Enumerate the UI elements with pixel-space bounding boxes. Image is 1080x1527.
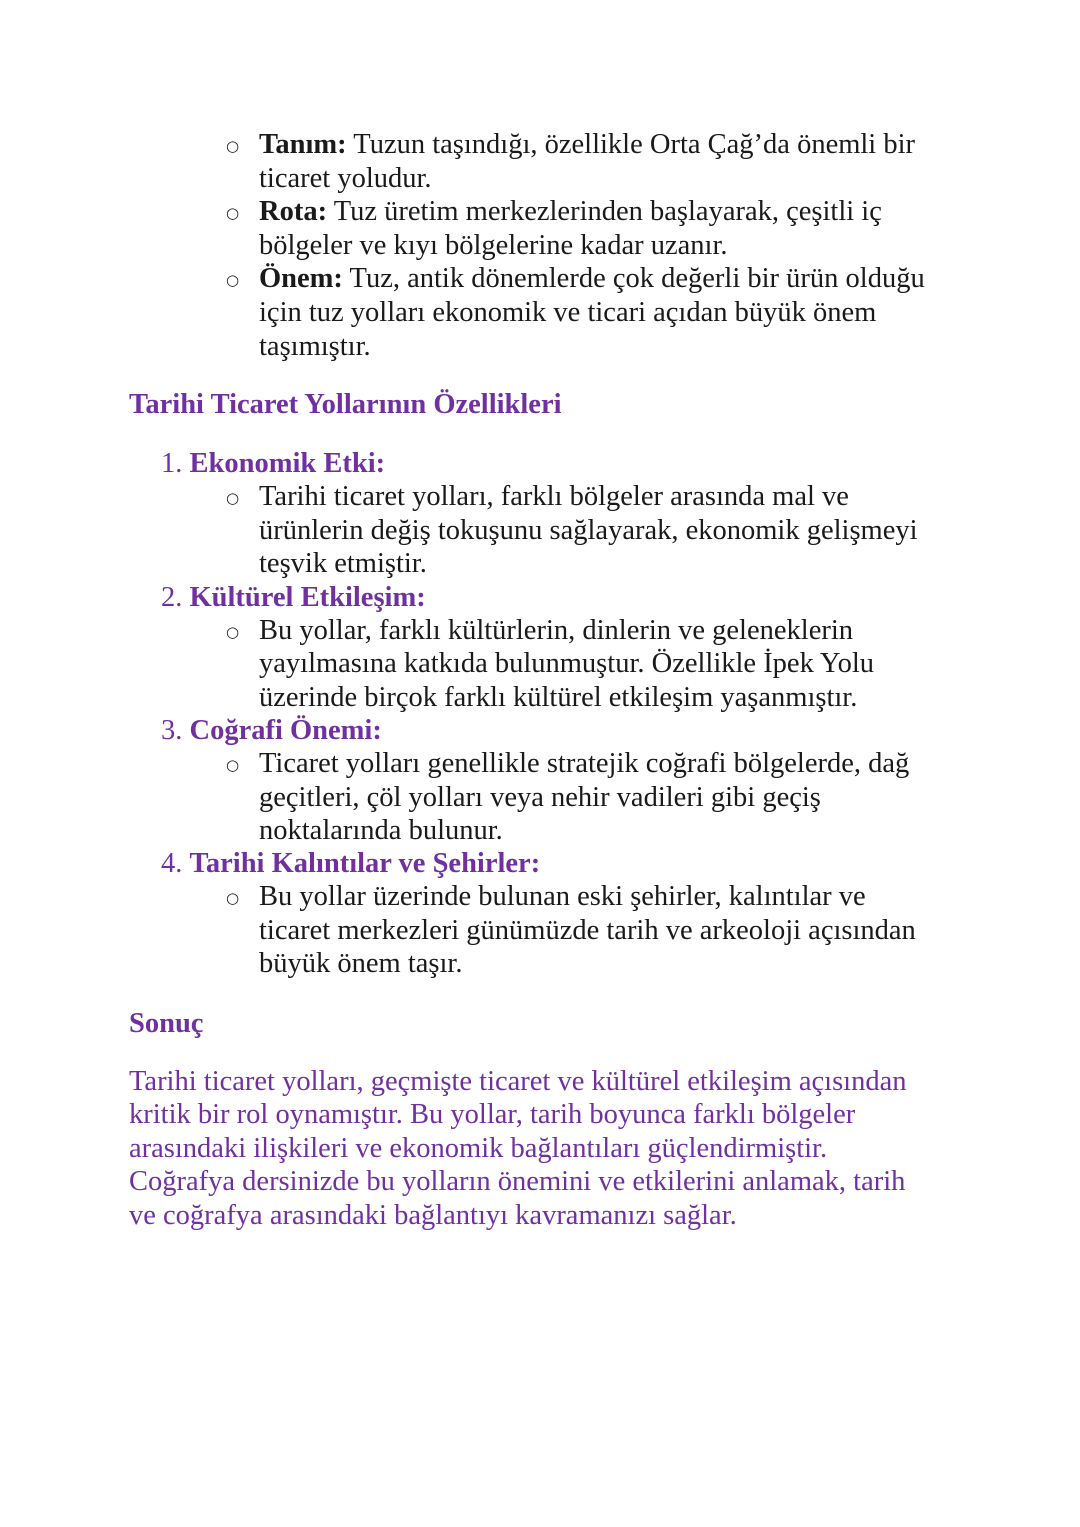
conclusion-heading: Sonuç xyxy=(129,1008,204,1039)
item-text: Tuz üretim merkezlerinden başlayarak, çeşitli iç xyxy=(333,196,882,227)
item-text: üzerinde birçok farklı kültürel etkileşim yaşanmıştır. xyxy=(259,682,858,713)
section-heading: Tarihi Ticaret Yollarının Özellikleri xyxy=(129,389,562,420)
hollow-circle-bullet-icon: ○ xyxy=(226,489,240,507)
paragraph-line: Tarihi ticaret yolları, geçmişte ticaret ve kültürel etkileşim açısından xyxy=(129,1066,907,1097)
hollow-circle-bullet-icon: ○ xyxy=(226,623,240,641)
hollow-circle-bullet-icon: ○ xyxy=(226,271,240,289)
item-title: Kültürel Etkileşim: xyxy=(189,582,426,613)
hollow-circle-bullet-icon: ○ xyxy=(226,756,240,774)
term-label: Tanım: xyxy=(259,129,347,160)
item-title: Coğrafi Önemi: xyxy=(189,715,382,746)
item-text: için tuz yolları ekonomik ve ticari açıdan büyük önem xyxy=(259,297,877,328)
item-text: büyük önem taşır. xyxy=(259,948,463,979)
item-text: geçitleri, çöl yolları veya nehir vadileri gibi geçiş xyxy=(259,782,821,813)
paragraph-line: kritik bir rol oynamıştır. Bu yollar, tarih boyunca farklı bölgeler xyxy=(129,1099,856,1130)
item-text: bölgeler ve kıyı bölgelerine kadar uzanır. xyxy=(259,230,728,261)
item-text: Bu yollar üzerinde bulunan eski şehirler, kalıntılar ve xyxy=(259,881,866,912)
item-title: Tarihi Kalıntılar ve Şehirler: xyxy=(189,848,541,879)
item-text: yayılmasına katkıda bulunmuştur. Özellikle İpek Yolu xyxy=(259,648,875,679)
hollow-circle-bullet-icon: ○ xyxy=(226,137,240,155)
paragraph-line: ve coğrafya arasındaki bağlantıyı kavramanızı sağlar. xyxy=(129,1200,737,1231)
item-text: Tuz, antik dönemlerde çok değerli bir ürün olduğu xyxy=(349,263,925,294)
term-label: Önem: xyxy=(259,263,343,294)
item-text: ürünlerin değiş tokuşunu sağlayarak, ekonomik gelişmeyi xyxy=(259,515,918,546)
hollow-circle-bullet-icon: ○ xyxy=(226,204,240,222)
item-text: Tuzun taşındığı, özellikle Orta Çağ’da önemli bir xyxy=(353,129,916,160)
item-title: Ekonomik Etki: xyxy=(189,448,386,479)
item-text: ticaret merkezleri günümüzde tarih ve arkeoloji açısından xyxy=(259,915,916,946)
term-label: Rota: xyxy=(259,196,328,227)
paragraph-line: arasındaki ilişkileri ve ekonomik bağlantıları güçlendirmiştir. xyxy=(129,1133,828,1164)
item-text: taşımıştır. xyxy=(259,331,371,362)
item-text: teşvik etmiştir. xyxy=(259,548,427,579)
paragraph-line: Coğrafya dersinizde bu yolların önemini ve etkilerini anlamak, tarih xyxy=(129,1166,906,1197)
item-number: 3. xyxy=(161,715,183,746)
item-text: Ticaret yolları genellikle stratejik coğrafi bölgelerde, dağ xyxy=(259,748,910,779)
item-text: noktalarında bulunur. xyxy=(259,815,503,846)
item-text: ticaret yoludur. xyxy=(259,163,432,194)
hollow-circle-bullet-icon: ○ xyxy=(226,889,240,907)
item-number: 1. xyxy=(161,448,183,479)
item-text: Bu yollar, farklı kültürlerin, dinlerin ve geleneklerin xyxy=(259,615,854,646)
item-number: 2. xyxy=(161,582,183,613)
item-number: 4. xyxy=(161,848,183,879)
item-text: Tarihi ticaret yolları, farklı bölgeler arasında mal ve xyxy=(259,481,849,512)
